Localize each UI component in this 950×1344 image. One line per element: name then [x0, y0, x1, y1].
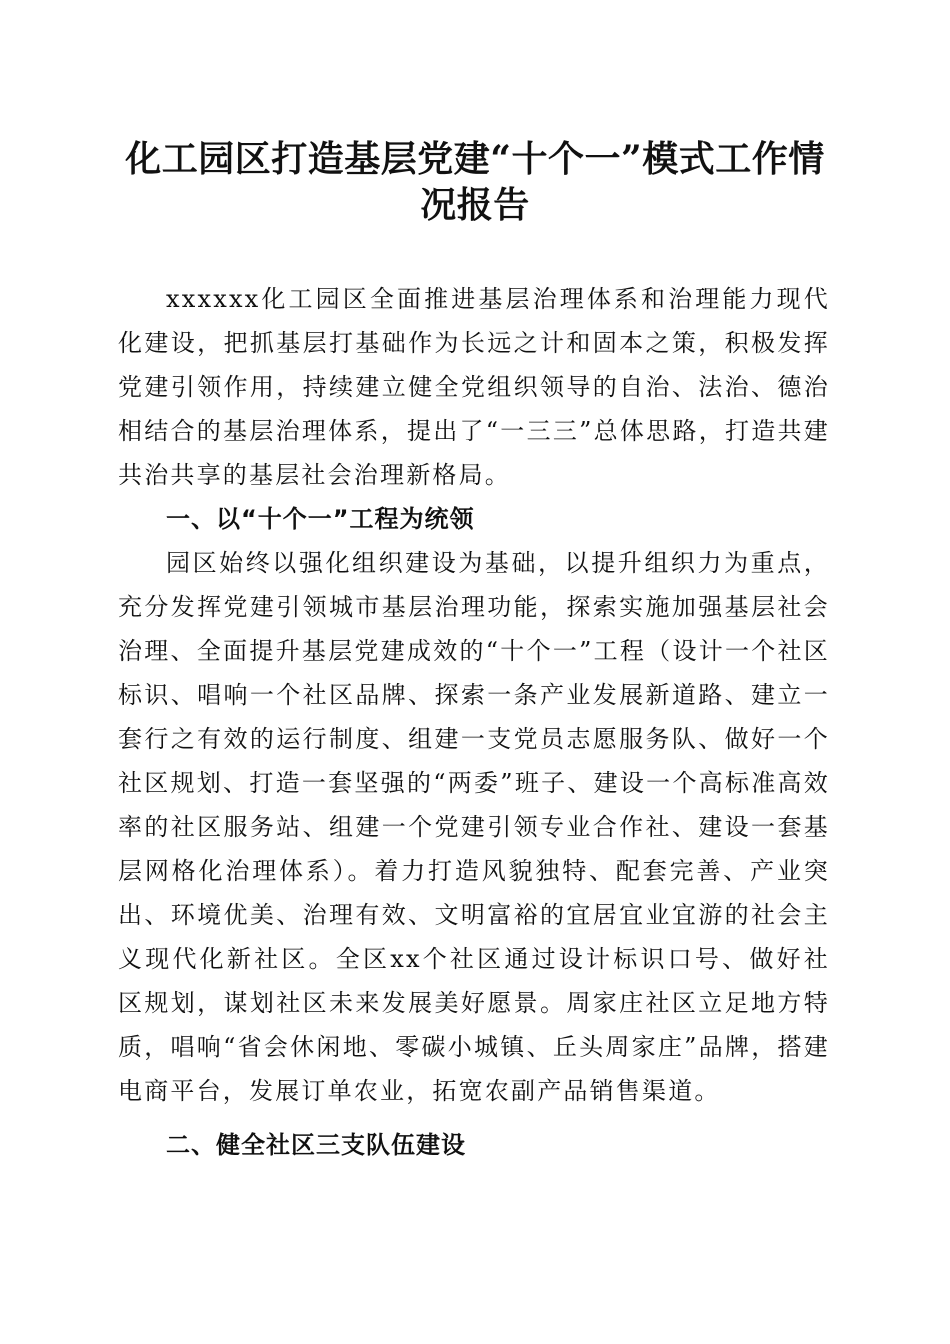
section-heading-1: 一、以“十个一”工程为统领 — [166, 505, 475, 533]
section-paragraph-1: 园区始终以强化组织建设为基础，以提升组织力为重点，充分发挥党建引领城市基层治理功能，探索实施加强基层社会治理、全面提升基层党建成效的“十个一”工程（设计一个社区标识、唱响一个社区品牌、探索一条产业发展新道路、建立一套行之有效的运行制度、组建一支党员志愿服务队、做好一个社区规划、打造一套坚强的“两委”班子、建设一个高标准高效率的社区服务站、组建一个党建引领专业合作社、建设一套基层网格化治理体系）。着力打造风貌独特、配套完善、产业突出、环境优美、治理有效、文明富裕的宜居宜业宜游的社会主义现代化新社区。全区xx个社区通过设计标识口号、做好社区规划，谋划社区未来发展美好愿景。周家庄社区立足地方特质，唱响“省会休闲地、零碳小城镇、丘头周家庄”品牌，搭建电商平台，发展订单农业，拓宽农副产品销售渠道。 — [118, 549, 830, 1105]
document-title: 化工园区打造基层党建“十个一”模式工作情况报告 — [125, 138, 825, 226]
intro-paragraph: xxxxxx化工园区全面推进基层治理体系和治理能力现代化建设，把抓基层打基础作为长远之计和固本之策，积极发挥党建引领作用，持续建立健全党组织领导的自治、法治、德治相结合的基层治理体系，提出了“一三三”总体思路，打造共建共治共享的基层社会治理新格局。 — [118, 285, 830, 489]
section-heading-2: 二、健全社区三支队伍建设 — [166, 1131, 466, 1159]
